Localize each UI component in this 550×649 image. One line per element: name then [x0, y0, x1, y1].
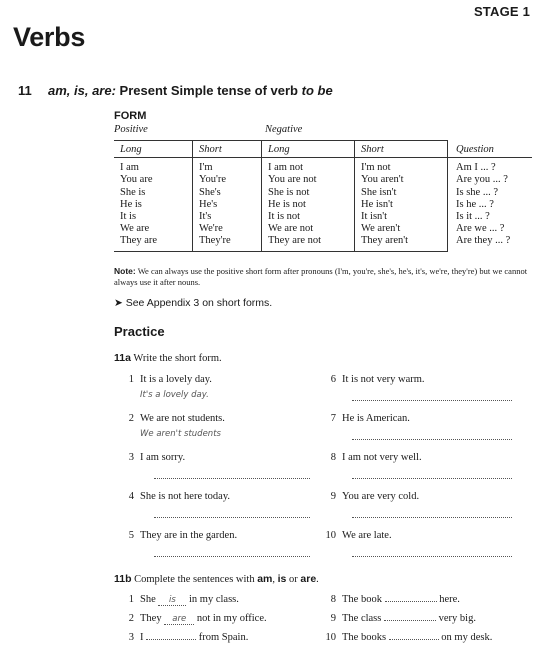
- fill-blank[interactable]: [385, 601, 437, 602]
- exercise-item: 10 The books on my desk.: [325, 632, 493, 643]
- header-positive-short: Short: [193, 141, 262, 158]
- fill-blank[interactable]: [384, 620, 436, 621]
- question-column: Am I ... ? Are you ... ? Is she ... ? Is he ... ? Is it ... ? Are we ... ? Are they ... ?: [456, 162, 511, 247]
- unit-title: am, is, are: Present Simple tense of verb to be: [48, 83, 333, 98]
- answer-line[interactable]: [352, 439, 512, 440]
- header-negative-long: Long: [262, 141, 355, 158]
- answer-line[interactable]: [154, 478, 310, 479]
- negative-long-column: I am not You are not She is not He is not It is not We are not They are not: [262, 158, 355, 251]
- exercise-item: 2 They are not in my office.: [128, 613, 267, 624]
- exercise-item: 3 I am sorry.: [120, 452, 310, 482]
- answer-text: It's a lovely day.: [140, 390, 209, 400]
- exercise-item: 2 We are not students. We aren't students: [128, 413, 225, 439]
- exercise-item: 9 You are very cold.: [322, 491, 514, 521]
- answer-line[interactable]: [352, 400, 512, 401]
- exercise-item: 9 The class very big.: [330, 613, 476, 624]
- answer-line[interactable]: [154, 556, 310, 557]
- answer-line[interactable]: [352, 517, 512, 518]
- exercise-item: 7 He is American.: [322, 413, 514, 443]
- form-label: FORM: [114, 110, 147, 122]
- header-question: Question: [448, 141, 533, 158]
- exercise-item: 1 It is a lovely day. It's a lovely day.: [128, 374, 212, 400]
- negative-short-column: I'm not You aren't She isn't He isn't It isn't We aren't They aren't: [355, 158, 448, 251]
- practice-heading: Practice: [114, 324, 165, 339]
- stage-label: STAGE 1: [473, 4, 530, 19]
- exercise-item: 4 She is not here today.: [120, 491, 310, 521]
- exercise-11a-heading: 11a Write the short form.: [114, 352, 222, 364]
- verb-form-table: [114, 140, 532, 252]
- header-positive-long: Long: [114, 141, 193, 158]
- fill-blank[interactable]: are: [164, 614, 194, 625]
- answer-line[interactable]: [352, 478, 512, 479]
- fill-blank[interactable]: [389, 639, 439, 640]
- exercise-item: 3 I from Spain.: [128, 632, 249, 643]
- positive-long-column: I am You are She is He is It is We are They are: [114, 158, 193, 251]
- exercise-item: 1 She is in my class.: [128, 594, 239, 605]
- header-negative-short: Short: [355, 141, 448, 158]
- exercise-item: 8 The book here.: [330, 594, 460, 605]
- appendix-reference: ➤ See Appendix 3 on short forms.: [114, 297, 273, 309]
- exercise-item: 5 They are in the garden.: [120, 530, 310, 560]
- answer-line[interactable]: [352, 556, 512, 557]
- exercise-item: 6 It is not very warm.: [322, 374, 514, 404]
- answer-line[interactable]: [154, 517, 310, 518]
- page-title: Verbs: [13, 22, 86, 52]
- unit-number: 11: [18, 83, 32, 98]
- answer-text: We aren't students: [140, 429, 221, 439]
- fill-blank[interactable]: [146, 639, 196, 640]
- exercise-11b-heading: 11b Complete the sentences with am, is or are.: [114, 573, 319, 585]
- positive-label: Positive: [114, 124, 148, 135]
- negative-label: Negative: [265, 124, 303, 135]
- positive-short-column: I'm You're She's He's It's We're They're: [193, 158, 262, 251]
- note: Note: We can always use the positive short form after pronouns (I'm, you're, she's, he's, it's, we're, they're) but we cannot always use it after nouns.: [114, 266, 528, 287]
- exercise-item: 10 We are late.: [322, 530, 514, 560]
- exercise-item: 8 I am not very well.: [322, 452, 514, 482]
- fill-blank[interactable]: is: [158, 595, 186, 606]
